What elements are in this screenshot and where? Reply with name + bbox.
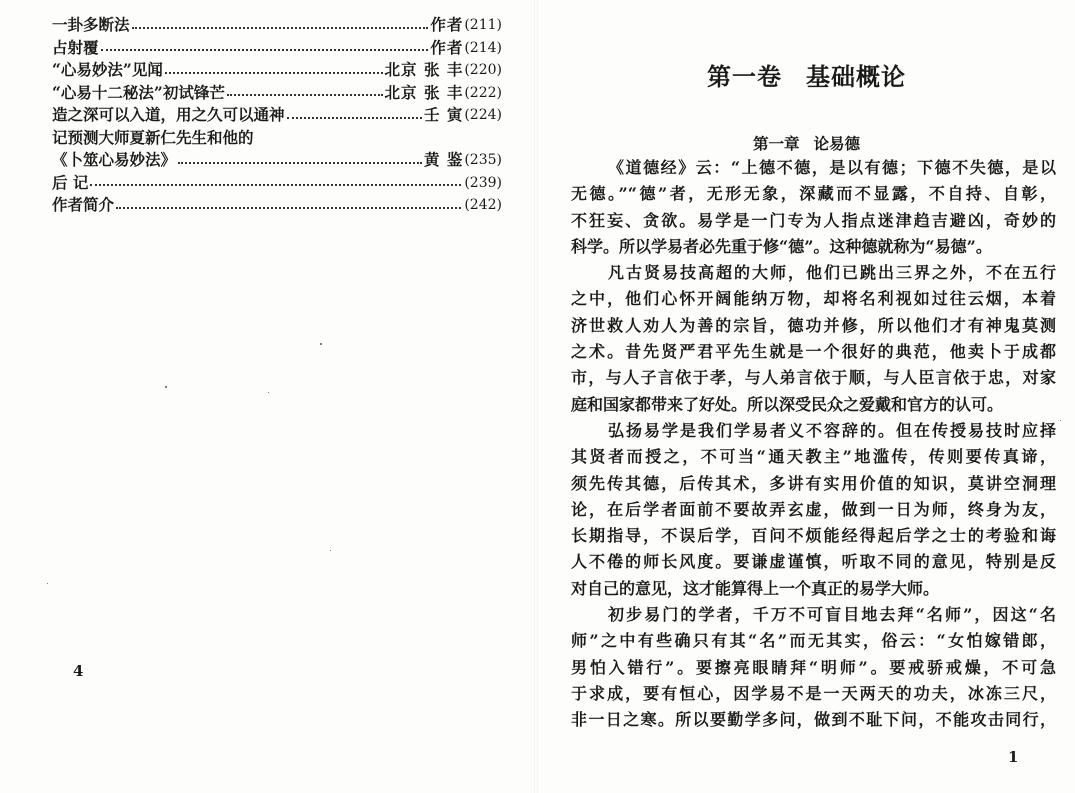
toc-entry-title: 后 记 [52, 172, 89, 192]
page-number-right: 1 [1008, 748, 1019, 766]
page-number-left: 4 [73, 662, 84, 680]
right-page [538, 0, 1075, 793]
scan-speck [330, 550, 331, 551]
toc-leader-dots [165, 71, 383, 74]
body-text-line: 凡古贤易技高超的大师，他们已跳出三界之外，不在五行 [608, 263, 1056, 283]
toc-entry [52, 104, 502, 127]
toc-entry [52, 59, 502, 82]
toc-entry-title: 《卜筮心易妙法》 [52, 150, 177, 169]
toc-entry-page: (214) [464, 39, 502, 56]
chapter-number: 第一章 [752, 135, 800, 153]
body-text-line: 于求成，要有恒心，因学易不是一天两天的功夫，冰冻三尺， [571, 683, 1056, 703]
body-text-line: 须先传其德，后传其术，多讲有实用价值的知识，莫讲空洞理 [571, 473, 1056, 493]
chapter-title [538, 132, 1075, 154]
body-text-line: 初步易门的学者，千万不可盲目地去拜“名师”，因这“名 [608, 605, 1056, 625]
toc-leader-dots [132, 26, 429, 29]
toc-leader-dots [116, 206, 461, 209]
chapter-name: 论易德 [813, 135, 861, 153]
toc-entry [52, 14, 502, 37]
body-text-line: 无德。”“德”者，无形无象，深藏而不显露，不自持、自彰， [571, 184, 1056, 204]
chapter-body [571, 155, 1056, 734]
toc-entry [52, 194, 502, 217]
body-text-line: 对自己的意见，这才能算得上一个真正的易学大师。 [571, 578, 940, 598]
toc-entry-author: 黄 鉴 [423, 150, 464, 169]
toc-entry [52, 149, 502, 172]
body-text-line: 弘扬易学是我们学易者义不容辞的。但在传授易技时应择 [608, 420, 1056, 440]
body-text-line: 之术。昔先贤严君平先生就是一个很好的典范，他卖卜于成都 [571, 342, 1056, 362]
toc-entry-author: 作者 [430, 15, 464, 34]
toc-entry-page: (211) [464, 17, 502, 33]
volume-number: 第一卷 [707, 63, 782, 91]
toc-entry-title: “心易妙法”见闻 [52, 60, 163, 79]
toc-entry-title: 作者简介 [52, 195, 115, 214]
body-text-line: 济世救人劝人为善的宗旨，德功并修，所以他们才有神鬼莫测 [571, 315, 1056, 335]
toc-entry-author: 作者 [430, 37, 464, 57]
toc-entry [52, 127, 502, 150]
scan-speck [320, 343, 322, 345]
scan-speck [1060, 420, 1061, 421]
toc-entry-page: (224) [464, 107, 502, 123]
scan-speck [47, 583, 48, 584]
toc-entry [52, 172, 502, 195]
toc-entry-author: 壬 寅 [423, 105, 464, 124]
body-text-line: 市，与人子言依于孝，与人弟言依于顺，与人臣言依于忠，对家 [571, 368, 1056, 388]
toc-entry-page: (235) [464, 152, 502, 168]
volume-title [538, 57, 1075, 92]
toc-entry [52, 82, 502, 105]
toc-entry-page: (242) [464, 197, 502, 213]
body-text-line: 之中，他们心怀开阔能纳万物，却将名利视如过往云烟，本着 [571, 289, 1056, 309]
toc-entry-author: 北京 张 丰 [384, 60, 464, 79]
body-text-line: 不狂妄、贪欲。易学是一门专为人指点迷津趋吉避凶，奇妙的 [571, 210, 1056, 230]
body-text-line: 《道德经》云：“上德不德，是以有德；下德不失德，是以 [608, 158, 1056, 177]
body-text-line: 师”之中有些确只有其“名”而无其实，俗云：“女怕嫁错郎， [571, 631, 1056, 651]
toc-leader-dots [287, 116, 422, 119]
body-text-line: 长期指导，不误后学，百问不烦能经得起后学之士的考验和诲 [571, 526, 1056, 546]
toc-entry-title: “心易十二秘法”初试锋芒 [52, 82, 225, 102]
body-text-line: 庭和国家都带来了好处。所以深受民众之爱戴和官方的认可。 [571, 394, 1004, 414]
body-text-line: 其贤者而授之，不可当“通天教主”地滥传，传则要传真谛， [571, 447, 1056, 467]
toc-entry-author: 北京 张 丰 [384, 82, 464, 102]
toc-entry-title: 造之深可以入道，用之久可以通神 [52, 105, 285, 124]
toc-leader-dots [178, 161, 422, 164]
scan-speck [165, 386, 167, 388]
body-text-line: 论，在后学者面前不要故弄玄虚，做到一日为师，终身为友， [571, 499, 1056, 519]
toc-entry-page: (220) [464, 62, 502, 78]
table-of-contents [52, 14, 502, 217]
toc-entry-title: 一卦多断法 [52, 15, 130, 34]
body-text-line: 科学。所以学易者必先重于修“德”。这种德就称为“易德”。 [571, 236, 992, 256]
toc-entry-title: 记预测大师夏新仁先生和他的 [52, 127, 254, 147]
body-text-line: 非一日之寒。所以要勤学多问，做到不耻下问，不能攻击同行， [571, 710, 1056, 730]
left-page [0, 0, 535, 793]
volume-name: 基础概论 [806, 63, 906, 91]
body-text-line: 男怕入错行”。要擦亮眼睛拜“明师”。要戒骄戒燥，不可急 [571, 657, 1056, 677]
scan-speck [268, 392, 269, 393]
toc-leader-dots [101, 48, 429, 51]
toc-leader-dots [227, 93, 383, 96]
toc-entry [52, 37, 502, 60]
toc-entry-page: (222) [464, 84, 502, 101]
toc-entry-page: (239) [464, 174, 502, 191]
body-text-line: 人不倦的师长风度。要谦虚谨慎，听取不同的意见，特别是反 [571, 552, 1056, 572]
toc-leader-dots [90, 183, 461, 186]
toc-entry-title: 占射覆 [52, 37, 99, 57]
